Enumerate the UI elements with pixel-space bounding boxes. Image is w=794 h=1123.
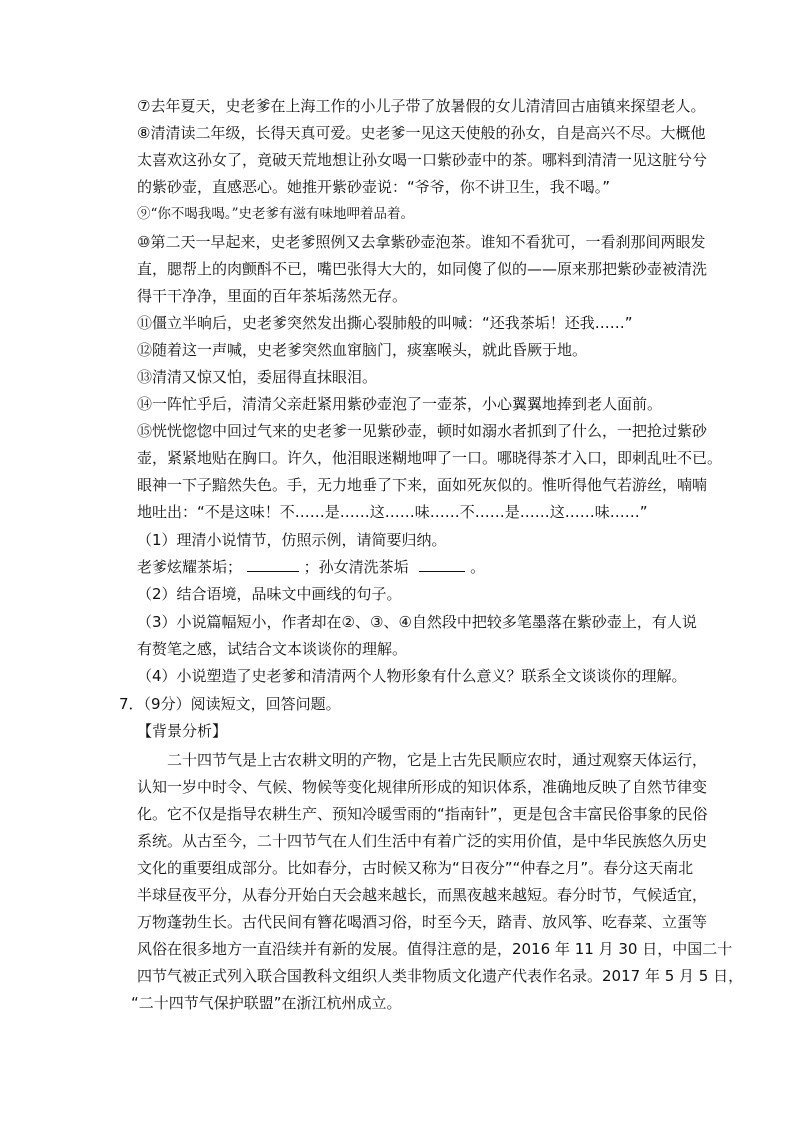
section-7-line-8: 风俗在很多地方一直沿续并有新的发展。值得注意的是，2016 年 11 月 30 日，中国二十	[137, 940, 733, 958]
paragraph-8-line-1: ⑧清清读二年级，长得天真可爱。史老爹一见这天使般的孙女，自是高兴不尽。大概他	[137, 124, 706, 142]
question-2: （2）结合语境，品味文中画线的句子。	[137, 585, 402, 603]
question-4: （4）小说塑造了史老爹和清清两个人物形象有什么意义？联系全文谈谈你的理解。	[137, 667, 687, 685]
section-7-line-6: 半球昼夜平分，从春分开始白天会越来越长，而黑夜越来越短。春分时节，气候适宜，	[137, 886, 708, 904]
section-7-line-5: 文化的重要组成部分。比如春分，古时候又称为“日夜分”“仲春之月”。春分这天南北	[137, 859, 694, 877]
question-1: （1）理清小说情节，仿照示例，请简要归纳。	[137, 531, 447, 549]
question-1-answer-row	[137, 557, 485, 577]
answer-blank-2[interactable]	[419, 557, 465, 572]
paragraph-15-line-2: 壶，紧紧地贴在胸口。许久，他泪眼迷糊地呷了一口。哪晓得茶才入口，即刺乱吐不已。	[137, 449, 723, 467]
section-7-line-10: “二十四节气保护联盟”在浙江杭州成立。	[131, 994, 402, 1012]
paragraph-12: ⑫随着这一声喊，史老爹突然血窜脑门，痰塞喉头，就此昏厥于地。	[137, 341, 588, 359]
paragraph-15-line-4: 地吐出：“不是这味！不……是……这……味……不……是……这……味……”	[137, 503, 648, 521]
section-7-line-1: 二十四节气是上古农耕文明的产物，它是上古先民顺应农时，通过观察天体运行，	[167, 751, 708, 769]
section-7-line-7: 万物蓬勃生长。古代民间有簪花喝酒习俗，时至今天，踏青、放风筝、吃春菜、立蛋等	[137, 913, 708, 931]
paragraph-7: ⑦去年夏天，史老爹在上海工作的小儿子带了放暑假的女儿清清回古庙镇来探望老人。	[137, 97, 706, 115]
section-7-heading: 7．（9分）阅读短文，回答问题。	[119, 695, 341, 713]
question-1-middle: ；孙女清洗茶垢	[303, 558, 409, 576]
question-1-example: 老爹炫耀茶垢；	[137, 558, 243, 576]
question-3-line-1: （3）小说篇幅短小，作者却在②、③、④自然段中把较多笔墨落在紫砂壶上，有人说	[137, 613, 697, 631]
paragraph-11: ⑪僵立半晌后，史老爹突然发出撕心裂肺般的叫喊：“还我茶垢！还我……”	[137, 314, 633, 332]
section-7-line-3: 化。它不仅是指导农耕生产、预知冷暖雪雨的“指南针”，更是包含丰富民俗事象的民俗	[137, 805, 708, 823]
paragraph-15-line-3: 眼神一下子黯然失色。手，无力地垂了下来，面如死灰似的。惟听得他气若游丝，喃喃	[137, 476, 708, 494]
paragraph-9: ⑨“你不喝我喝。”史老爹有滋有味地呷着品着。	[137, 206, 415, 222]
paragraph-8-line-3: 的紫砂壶，直感恶心。她推开紫砂壶说：“爷爷，你不讲卫生，我不喝。”	[137, 178, 611, 196]
paragraph-8-line-2: 太喜欢这孙女了，竟破天荒地想让孙女喝一口紫砂壶中的茶。哪料到清清一见这脏兮兮	[137, 151, 708, 169]
section-7-subheading: 【背景分析】	[137, 722, 228, 740]
paragraph-14: ⑭一阵忙乎后，清清父亲赶紧用紫砂壶泡了一壶茶，小心翼翼地捧到老人面前。	[137, 395, 663, 413]
paragraph-15-line-1: ⑮恍恍惚惚中回过气来的史老爹一见紫砂壶，顿时如溺水者抓到了什么，一把抢过紫砂	[137, 422, 708, 440]
paragraph-10-line-3: 得干干净净，里面的百年茶垢荡然无存。	[137, 287, 408, 305]
section-7-line-2: 认知一岁中时令、气候、物候等变化规律所形成的知识体系，准确地反映了自然节律变	[137, 778, 708, 796]
paragraph-10-line-2: 直，腮帮上的肉颤酙不已，嘴巴张得大大的，如同傻了似的——原来那把紫砂壶被清洗	[137, 260, 708, 278]
section-7-line-4: 系统。从古至今，二十四节气在人们生活中有着广泛的实用价值，是中华民族悠久历史	[137, 832, 708, 850]
paragraph-13: ⑬清清又惊又怕，委屈得直抹眼泪。	[137, 368, 378, 386]
question-1-end: 。	[470, 558, 486, 576]
question-3-line-2: 有赘笔之感，试结合文本谈谈你的理解。	[137, 640, 408, 658]
answer-blank-1[interactable]	[247, 557, 299, 572]
paragraph-10-line-1: ⑩第二天一早起来，史老爹照例又去拿紫砂壶泡茶。谁知不看犹可，一看刹那间两眼发	[137, 233, 706, 251]
section-7-line-9: 四节气被正式列入联合国教科文组织人类非物质文化遗产代表作名录。2017 年 5 月 5 日，	[137, 967, 744, 985]
